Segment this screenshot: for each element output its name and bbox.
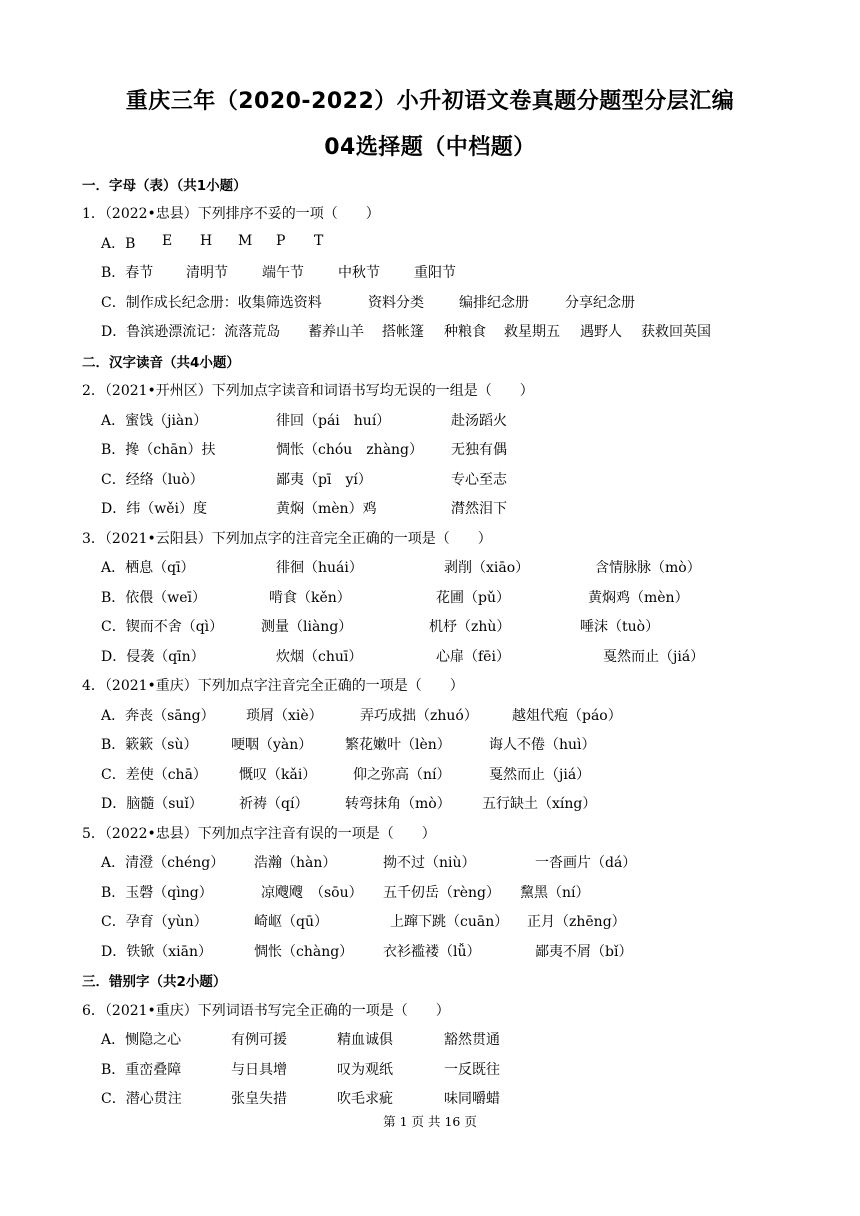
option-cell: 戛然而止（jiá） — [489, 767, 591, 783]
option-cell: 张皇失措 — [231, 1091, 287, 1107]
option-cell: 繁花嫩叶（lèn） — [345, 737, 451, 753]
option-cell: B．簌簌（sù） — [101, 737, 198, 753]
question-stem: 3．（2021•云阳县）下列加点字的注音完全正确的一项是（ ） — [82, 531, 492, 547]
option-cell: 心扉（fēi） — [436, 649, 510, 665]
option-cell: 正月（zhēng） — [527, 914, 626, 930]
option-cell: 诲人不倦（huì） — [489, 737, 596, 753]
option-cell: 唾沫（tuò） — [580, 619, 660, 635]
question-stem: 6．（2021•重庆）下列词语书写完全正确的一项是（ ） — [82, 1003, 450, 1019]
option-cell: D．铁锨（xiān） — [101, 944, 212, 960]
option-cell: 徘回（pái huí） — [276, 413, 391, 429]
option-cell: 编排纪念册 — [459, 295, 529, 311]
option-cell: 徘徊（huái） — [276, 560, 363, 576]
option-cell: 五千仞岳（rèng） — [383, 885, 500, 901]
option-cell: 遇野人 — [580, 324, 622, 340]
option-cell: 弄巧成拙（zhuó） — [360, 708, 478, 724]
option-cell: D．纬（wěi）度 — [101, 501, 207, 517]
option-cell: 仰之弥高（ní） — [353, 767, 451, 783]
option-cell: A．清澄（chéng） — [101, 855, 225, 871]
option-cell: 转弯抹角（mò） — [345, 796, 451, 812]
page-number-footer: 第 1 页 共 16 页 — [383, 1114, 477, 1129]
option-cell: C．孕育（yùn） — [101, 914, 208, 930]
option-cell: 惆怅（chóu zhàng） — [276, 442, 424, 458]
option-cell: B．搀（chān）扶 — [101, 442, 216, 458]
option-cell: 琐屑（xiè） — [246, 708, 323, 724]
option-cell: 炊烟（chuī） — [276, 649, 363, 665]
option-cell: 祈祷（qí） — [239, 796, 309, 812]
option-cell: 衣衫褴褛（lǚ） — [383, 944, 481, 960]
option-cell: 戛然而止（jiá） — [603, 649, 705, 665]
option-cell: 惆怅（chàng） — [254, 944, 354, 960]
option-cell: 精血诚俱 — [337, 1032, 393, 1048]
option-cell: D．脑髓（suǐ） — [101, 796, 203, 812]
option-cell: 叹为观纸 — [337, 1062, 393, 1078]
option-cell: D．侵袭（qīn） — [101, 649, 205, 665]
option-cell: 上蹿下跳（cuān） — [390, 914, 509, 930]
option-cell: 专心至志 — [451, 472, 507, 488]
option-cell: 清明节 — [186, 265, 228, 281]
option-cell: 花圃（pǔ） — [436, 590, 510, 606]
option-cell: 与日具增 — [231, 1062, 287, 1078]
option-cell: C．经络（luò） — [101, 472, 204, 488]
option-cell: M — [238, 233, 253, 249]
question-stem: 4．（2021•重庆）下列加点字注音完全正确的一项是（ ） — [82, 678, 464, 694]
page-title: 重庆三年（2020-2022）小升初语文卷真题分题型分层汇编 — [125, 89, 735, 114]
option-cell: 哽咽（yàn） — [231, 737, 313, 753]
option-cell: C．潜心贯注 — [101, 1091, 182, 1107]
option-cell: A．蜜饯（jiàn） — [101, 413, 208, 429]
option-cell: 资料分类 — [368, 295, 424, 311]
question-stem: 5．（2022•忠县）下列加点字注音有误的一项是（ ） — [82, 826, 436, 842]
option-cell: 慨叹（kǎi） — [239, 767, 317, 783]
option-cell: C．锲而不舍（qì） — [101, 619, 224, 635]
option-cell: 机杼（zhù） — [429, 619, 511, 635]
option-cell: 豁然贯通 — [444, 1032, 500, 1048]
option-cell: 含情脉脉（mò） — [595, 560, 701, 576]
option-cell: 救星期五 — [504, 324, 560, 340]
option-cell: 味同嚼蜡 — [444, 1091, 500, 1107]
option-cell: 测量（liàng） — [261, 619, 353, 635]
option-cell: C．差使（chā） — [101, 767, 207, 783]
option-cell: A．B — [101, 236, 136, 252]
option-cell: 潸然泪下 — [451, 501, 507, 517]
section-heading: 二．汉字读音（共4小题） — [82, 355, 240, 371]
option-cell: 蓄养山羊 — [308, 324, 364, 340]
option-cell: 赴汤蹈火 — [451, 413, 507, 429]
section-heading: 一．字母（表）（共1小题） — [82, 178, 247, 194]
option-cell: 拗不过（niù） — [383, 855, 476, 871]
option-cell: 五行缺土（xíng） — [482, 796, 597, 812]
option-cell: T — [314, 233, 324, 249]
option-cell: 鄙夷（pī yí） — [276, 472, 372, 488]
option-cell: B．重峦叠障 — [101, 1062, 182, 1078]
option-cell: 重阳节 — [414, 265, 456, 281]
option-cell: 端午节 — [262, 265, 304, 281]
option-cell: 黧黑（ní） — [520, 885, 590, 901]
option-cell: A．恻隐之心 — [101, 1032, 182, 1048]
option-cell: 搭帐篷 — [382, 324, 424, 340]
option-cell: 剥削（xiāo） — [444, 560, 530, 576]
option-cell: B．春节 — [101, 265, 154, 281]
option-cell: E — [162, 233, 173, 249]
option-cell: 啃食（kěn） — [269, 590, 351, 606]
option-cell: 一沓画片（dá） — [535, 855, 637, 871]
option-cell: H — [200, 233, 213, 249]
option-cell: 中秋节 — [338, 265, 380, 281]
question-stem: 2．（2021•开州区）下列加点字读音和词语书写均无误的一组是（ ） — [82, 383, 534, 399]
page-subtitle: 04选择题（中档题） — [324, 135, 536, 160]
option-cell: 越俎代疱（páo） — [512, 708, 622, 724]
question-stem: 1．（2022•忠县）下列排序不妥的一项（ ） — [82, 206, 380, 222]
option-cell: 黄焖鸡（mèn） — [588, 590, 689, 606]
option-cell: 浩瀚（hàn） — [254, 855, 337, 871]
option-cell: 凉飕飕 （sōu） — [261, 885, 363, 901]
option-cell: 一反既往 — [444, 1062, 500, 1078]
option-cell: D．鲁滨逊漂流记：流落荒岛 — [101, 324, 281, 340]
option-cell: 吹毛求疵 — [337, 1091, 393, 1107]
option-cell: 分享纪念册 — [565, 295, 635, 311]
option-cell: B．玉磬（qìng） — [101, 885, 213, 901]
option-cell: B．依偎（weī） — [101, 590, 207, 606]
option-cell: 有例可援 — [231, 1032, 287, 1048]
option-cell: 种粮食 — [444, 324, 486, 340]
option-cell: A．奔丧（sāng） — [101, 708, 215, 724]
option-cell: 崎岖（qū） — [254, 914, 328, 930]
option-cell: 获救回英国 — [641, 324, 711, 340]
option-cell: A．栖息（qī） — [101, 560, 195, 576]
option-cell: P — [276, 233, 286, 249]
option-cell: C．制作成长纪念册：收集筛选资料 — [101, 295, 322, 311]
option-cell: 鄙夷不屑（bǐ） — [535, 944, 633, 960]
option-cell: 黄焖（mèn）鸡 — [276, 501, 377, 517]
section-heading: 三．错别字（共2小题） — [82, 974, 227, 990]
option-cell: 无独有偶 — [451, 442, 507, 458]
